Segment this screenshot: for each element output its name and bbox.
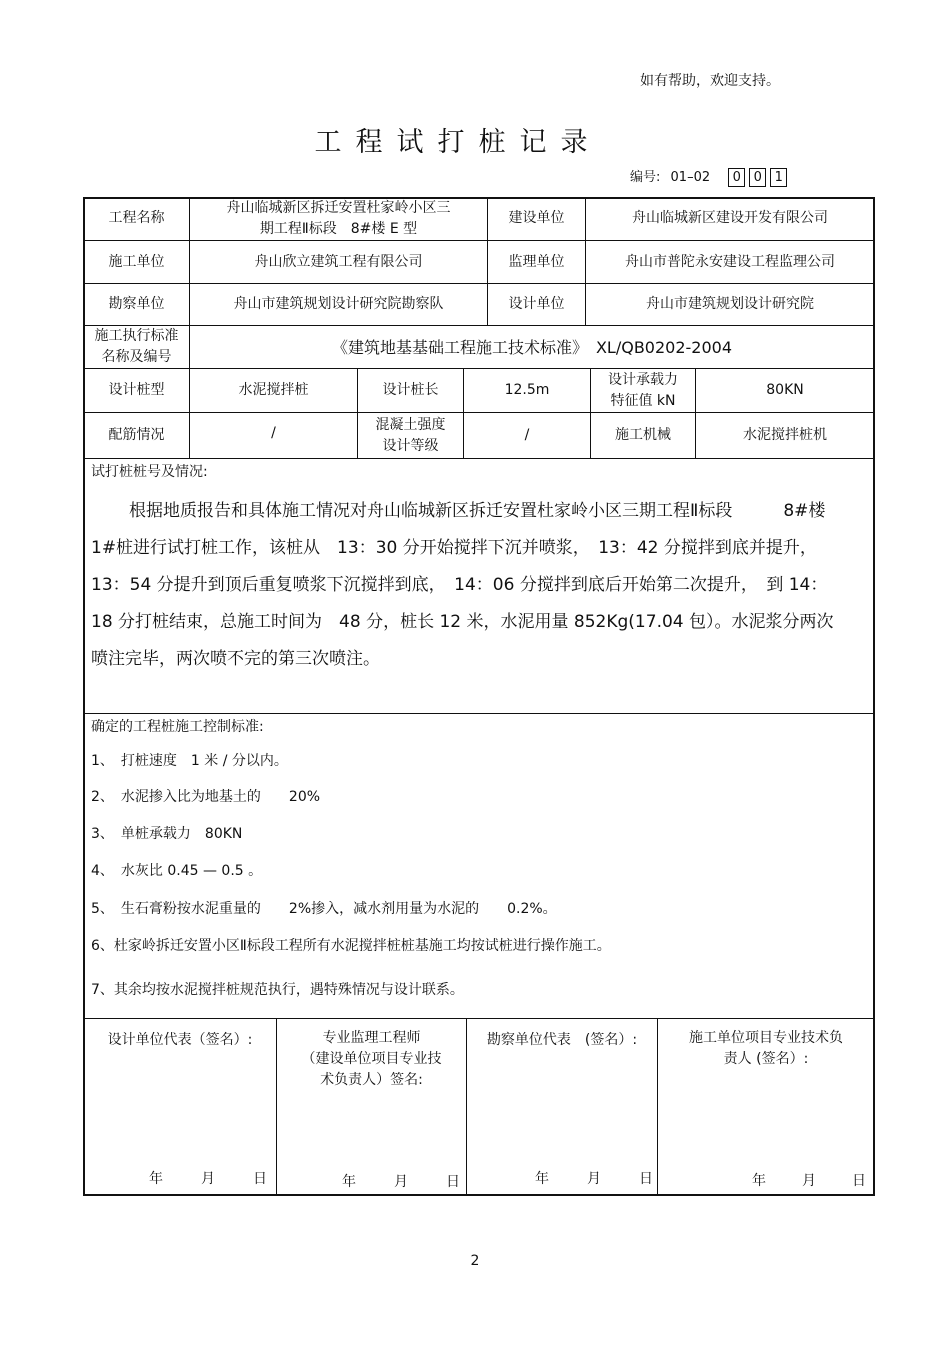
- project-name-line: 舟山临城新区拆迁安置杜家岭小区三: [226, 199, 451, 216]
- contractor-signature: [658, 1028, 874, 1070]
- supervisor-date: [342, 1171, 460, 1191]
- builder-label: 建设单位: [508, 210, 565, 226]
- capacity-value: 80KN: [766, 382, 804, 398]
- pile-length-value: 12.5m: [504, 382, 550, 398]
- concrete-value: /: [524, 427, 530, 443]
- builder-value: 舟山临城新区建设开发有限公司: [632, 210, 828, 226]
- standard-label-line: 施工执行标准: [94, 328, 179, 344]
- project-name-line: 期工程Ⅱ标段 8#楼 E 型: [259, 220, 418, 237]
- document-title: 工程试打桩记录: [314, 127, 602, 158]
- trial-line: 13：54 分提升到顶后重复喷浆下沉搅拌到底， 14：06 分搅拌到底后开始第二次提升， 到 14：: [91, 575, 828, 595]
- month-label: 月: [587, 1171, 601, 1187]
- trial-line: 根据地质报告和具体施工情况对舟山临城新区拆迁安置杜家岭小区三期工程Ⅱ标段 8#楼: [129, 501, 826, 521]
- page-number: 2: [470, 1253, 480, 1269]
- supervisor-label: 监理单位: [508, 253, 565, 270]
- year-label: 年: [535, 1171, 549, 1187]
- control-item: 6、杜家岭拆迁安置小区Ⅱ标段工程所有水泥搅拌桩桩基施工均按试桩进行操作施工。: [91, 938, 611, 954]
- supervisor-signature-line: 专业监理工程师: [322, 1030, 421, 1046]
- concrete-label-line: 混凝土强度: [375, 416, 446, 433]
- contractor-label: 施工单位: [108, 253, 165, 270]
- pile-length-label: 设计桩长: [382, 382, 439, 398]
- control-item: 1、 打桩速度 1 米 / 分以内。: [91, 753, 288, 769]
- day-label: 日: [639, 1171, 653, 1187]
- serial-number: [630, 166, 787, 187]
- designer-label: 设计单位: [508, 296, 565, 312]
- designer-value: 舟山市建筑规划设计研究院: [646, 296, 814, 312]
- supervisor-value: 舟山市普陀永安建设工程监理公司: [625, 253, 835, 270]
- header-note: 如有帮助，欢迎支持。: [640, 73, 780, 89]
- standard-label: [84, 326, 189, 368]
- capacity-label-line: 特征值 kN: [610, 392, 676, 409]
- control-item: 3、 单桩承载力 80KN: [91, 826, 243, 842]
- supervisor-signature-line: （建设单位项目专业技: [301, 1051, 442, 1067]
- serial-label: 编号:: [630, 170, 661, 185]
- trial-line: 18 分打桩结束，总施工时间为 48 分，桩长 12 米，水泥用量 852Kg(17.04 包）。水泥浆分两次: [91, 612, 834, 632]
- year-label: 年: [149, 1171, 163, 1187]
- pile-type-value: 水泥搅拌桩: [238, 382, 309, 398]
- survey-rep-signature: 勘察单位代表 (签名）:: [486, 1032, 638, 1048]
- machine-value: 水泥搅拌桩机: [743, 427, 827, 443]
- day-label: 日: [446, 1174, 460, 1190]
- designer-rep-signature: 设计单位代表（签名）:: [107, 1032, 253, 1048]
- control-item: 5、 生石膏粉按水泥重量的 2%掺入，减水剂用量为水泥的 0.2%。: [91, 901, 557, 917]
- row-divider: [83, 1018, 875, 1019]
- trial-heading: 试打桩桩号及情况:: [91, 464, 208, 480]
- standard-value: 《建筑地基基础工程施工技术标准》 XL/QB0202-2004: [331, 337, 733, 357]
- contractor-value: 舟山欣立建筑工程有限公司: [254, 253, 423, 270]
- trial-description: [91, 493, 871, 678]
- designer-date: [149, 1168, 267, 1188]
- row-divider: [83, 713, 875, 714]
- year-label: 年: [752, 1173, 766, 1189]
- contractor-date: [752, 1170, 866, 1190]
- capacity-label-line: 设计承载力: [608, 371, 678, 388]
- pile-type-label: 设计桩型: [108, 382, 165, 398]
- survey-value: 舟山市建筑规划设计研究院勘察队: [233, 296, 444, 312]
- day-label: 日: [253, 1171, 267, 1187]
- control-item: 7、其余均按水泥搅拌桩规范执行，遇特殊情况与设计联系。: [91, 982, 464, 998]
- month-label: 月: [802, 1173, 816, 1189]
- project-name-label: 工程名称: [108, 210, 165, 226]
- project-name-value: [190, 197, 487, 240]
- serial-digit: 1: [770, 168, 787, 187]
- rebar-value: /: [271, 424, 276, 441]
- serial-digit: 0: [749, 168, 766, 187]
- supervisor-signature: [277, 1028, 466, 1091]
- standard-label-line: 名称及编号: [101, 349, 172, 365]
- day-label: 日: [852, 1173, 866, 1189]
- survey-label: 勘察单位: [108, 296, 165, 312]
- control-item: 4、 水灰比 0.45 — 0.5 。: [91, 863, 263, 879]
- trial-line: 喷注完毕，两次喷不完的第三次喷注。: [91, 649, 380, 669]
- year-label: 年: [342, 1174, 356, 1190]
- serial-prefix: 01–02: [670, 170, 711, 185]
- concrete-label-line: 设计等级: [382, 437, 439, 454]
- control-item: 2、 水泥掺入比为地基土的 20%: [91, 789, 321, 805]
- rebar-label: 配筋情况: [108, 427, 165, 443]
- month-label: 月: [394, 1174, 408, 1190]
- contractor-signature-line: 责人 (签名）:: [723, 1051, 809, 1067]
- trial-line: 1#桩进行试打桩工作，该桩从 13：30 分开始搅拌下沉并喷浆， 13：42 分搅拌到底并提升，: [91, 538, 817, 558]
- month-label: 月: [201, 1171, 215, 1187]
- supervisor-signature-line: 术负责人）签名:: [320, 1072, 423, 1088]
- concrete-label: [358, 413, 463, 458]
- control-heading: 确定的工程桩施工控制标准:: [91, 719, 264, 735]
- capacity-label: [591, 369, 695, 412]
- serial-digit: 0: [728, 168, 745, 187]
- contractor-signature-line: 施工单位项目专业技术负: [689, 1030, 843, 1046]
- machine-label: 施工机械: [615, 427, 671, 443]
- survey-date: [535, 1168, 653, 1188]
- row-divider: [83, 458, 875, 459]
